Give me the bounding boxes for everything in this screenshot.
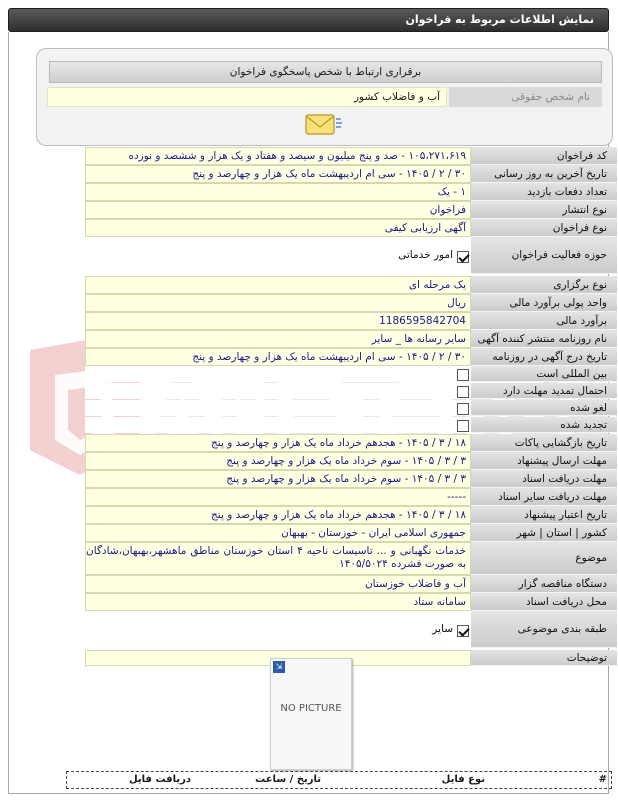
value-estimated-budget: 1186595842704 [85, 312, 471, 330]
value-documents-deadline: ۳ / ۳ / ۱۴۰۵ - سوم خرداد ماه یک هزار و چهارصد و پنج [85, 470, 471, 488]
row-activity-field [85, 237, 617, 274]
label-subject-category: طبقه بندی موضوعی [471, 611, 617, 648]
label-currency-unit: واحد پولی برآورد مالی [471, 294, 617, 312]
row-extension-possible [85, 383, 617, 399]
label-activity-field: حوزه فعالیت فراخوان [471, 237, 617, 274]
row-is-international [85, 366, 617, 382]
label-is-cancelled: لغو شده [471, 400, 617, 416]
label-tendering-organization: دستگاه مناقصه گزار [471, 575, 617, 593]
label-other-documents-deadline: مهلت دریافت سایر اسناد [471, 488, 617, 506]
value-newspaper-name: سایر رسانه ها _ سایر [85, 330, 471, 348]
row-last-update [85, 165, 617, 183]
label-envelope-opening-date: تاریخ بازگشایی پاکات [471, 434, 617, 452]
no-picture-text: NO PICTURE [280, 703, 342, 714]
label-documents-deadline: مهلت دریافت اسناد [471, 470, 617, 488]
row-estimated-budget [85, 312, 617, 330]
label-holding-type: نوع برگزاری [471, 276, 617, 294]
row-publish-type [85, 201, 617, 219]
row-newspaper-name [85, 330, 617, 348]
files-table-header [66, 771, 612, 789]
col-datetime: تاریخ / ساعت [255, 774, 321, 785]
label-tender-code: کد فراخوان [471, 147, 617, 165]
value-subject: خدمات نگهبانی و ... تاسیسات ناحیه ۴ استان خوزستان مناطق ماهشهر،بهبهان،شادگان به صورت فشرده ۱۴۰۵/۵۰۲۴ [85, 542, 471, 575]
row-location [85, 524, 617, 542]
value-activity-field: امور خدماتی [398, 249, 453, 261]
checkbox-extension-possible[interactable] [457, 386, 469, 398]
value-holding-type: یک مرحله ای [85, 276, 471, 294]
checkbox-is-renewed[interactable] [457, 420, 469, 432]
label-tender-type: نوع فراخوان [471, 219, 617, 237]
label-extension-possible: احتمال تمدید مهلت دارد [471, 383, 617, 399]
row-tendering-organization [85, 575, 617, 593]
col-file-type: نوع فایل [441, 774, 485, 785]
checkbox-subject-category[interactable] [457, 625, 469, 637]
label-subject: موضوع [471, 542, 617, 575]
row-other-documents-deadline [85, 488, 617, 506]
value-proposal-validity: ۱۸ / ۳ / ۱۴۰۵ - هجدهم خرداد ماه یک هزار و چهارصد و پنج [85, 506, 471, 524]
label-is-international: بین المللی است [471, 366, 617, 382]
row-proposal-validity [85, 506, 617, 524]
value-publish-type: فراخوان [85, 201, 471, 219]
row-is-renewed [85, 417, 617, 433]
value-documents-place: سامانه ستاد [85, 593, 471, 611]
value-last-update: ۳۰ / ۲ / ۱۴۰۵ - سی ام اردیبهشت ماه یک هزار و چهارصد و پنج [85, 165, 471, 183]
label-view-count: تعداد دفعات بازدید [471, 183, 617, 201]
row-documents-place [85, 593, 617, 611]
value-tendering-organization: آب و فاضلاب خوزستان [85, 575, 471, 593]
value-tender-code: ۱۰۵،۲۷۱،۶۱۹ - صد و پنج میلیون و سیصد و هفتاد و یک هزار و ششصد و نوزده [85, 147, 471, 165]
row-is-cancelled [85, 400, 617, 416]
label-proposal-deadline: مهلت ارسال پیشنهاد [471, 452, 617, 470]
label-publish-type: نوع انتشار [471, 201, 617, 219]
row-documents-deadline [85, 470, 617, 488]
label-documents-place: محل دریافت اسناد [471, 593, 617, 611]
value-tender-type: آگهی ارزیابی کیفی [85, 219, 471, 237]
row-currency-unit [85, 294, 617, 312]
label-estimated-budget: برآورد مالی [471, 312, 617, 330]
row-envelope-opening-date [85, 434, 617, 452]
value-currency-unit: ریال [85, 294, 471, 312]
row-tender-code [85, 147, 617, 165]
checkbox-is-cancelled[interactable] [457, 403, 469, 415]
value-view-count: ۱ - یک [85, 183, 471, 201]
row-tender-type [85, 219, 617, 237]
value-envelope-opening-date: ۱۸ / ۳ / ۱۴۰۵ - هجدهم خرداد ماه یک هزار و چهارصد و پنج [85, 434, 471, 452]
col-download: دریافت فایل [129, 774, 191, 785]
value-subject-category: سایر [432, 623, 453, 635]
value-proposal-deadline: ۳ / ۳ / ۱۴۰۵ - سوم خرداد ماه یک هزار و چهارصد و پنج [85, 452, 471, 470]
label-location: کشور | استان | شهر [471, 524, 617, 542]
row-newspaper-date [85, 348, 617, 366]
row-subject-category [85, 611, 617, 648]
contact-legal-name-label: نام شخص حقوقی [449, 87, 602, 107]
value-other-documents-deadline: ----- [85, 488, 471, 506]
label-is-renewed: تجدید شده [471, 417, 617, 433]
label-last-update: تاریخ آخرین به روز رسانی [471, 165, 617, 183]
label-newspaper-name: نام روزنامه منتشر کننده آگهی [471, 330, 617, 348]
no-picture-placeholder [270, 658, 352, 770]
col-index: # [598, 774, 607, 785]
row-holding-type [85, 276, 617, 294]
label-description: توضیحات [471, 650, 617, 666]
value-newspaper-date: ۳۰ / ۲ / ۱۴۰۵ - سی ام اردیبهشت ماه یک هزار و چهارصد و پنج [85, 348, 471, 366]
row-view-count [85, 183, 617, 201]
row-subject [85, 542, 617, 575]
label-proposal-validity: تاریخ اعتبار پیشنهاد [471, 506, 617, 524]
value-location: جمهوری اسلامی ایران - خوزستان - بهبهان [85, 524, 471, 542]
checkbox-is-international[interactable] [457, 369, 469, 381]
checkbox-activity-field[interactable] [457, 251, 469, 263]
contact-heading[interactable]: برقراری ارتباط با شخص پاسخگوی فراخوان [49, 61, 602, 83]
label-newspaper-date: تاریخ درج آگهی در روزنامه [471, 348, 617, 366]
contact-legal-name-value: آب و فاضلاب کشور [47, 87, 447, 107]
page-title: نمایش اطلاعات مربوط به فراخوان [8, 8, 609, 32]
row-proposal-deadline [85, 452, 617, 470]
expand-icon[interactable]: ⇲ [273, 661, 285, 673]
